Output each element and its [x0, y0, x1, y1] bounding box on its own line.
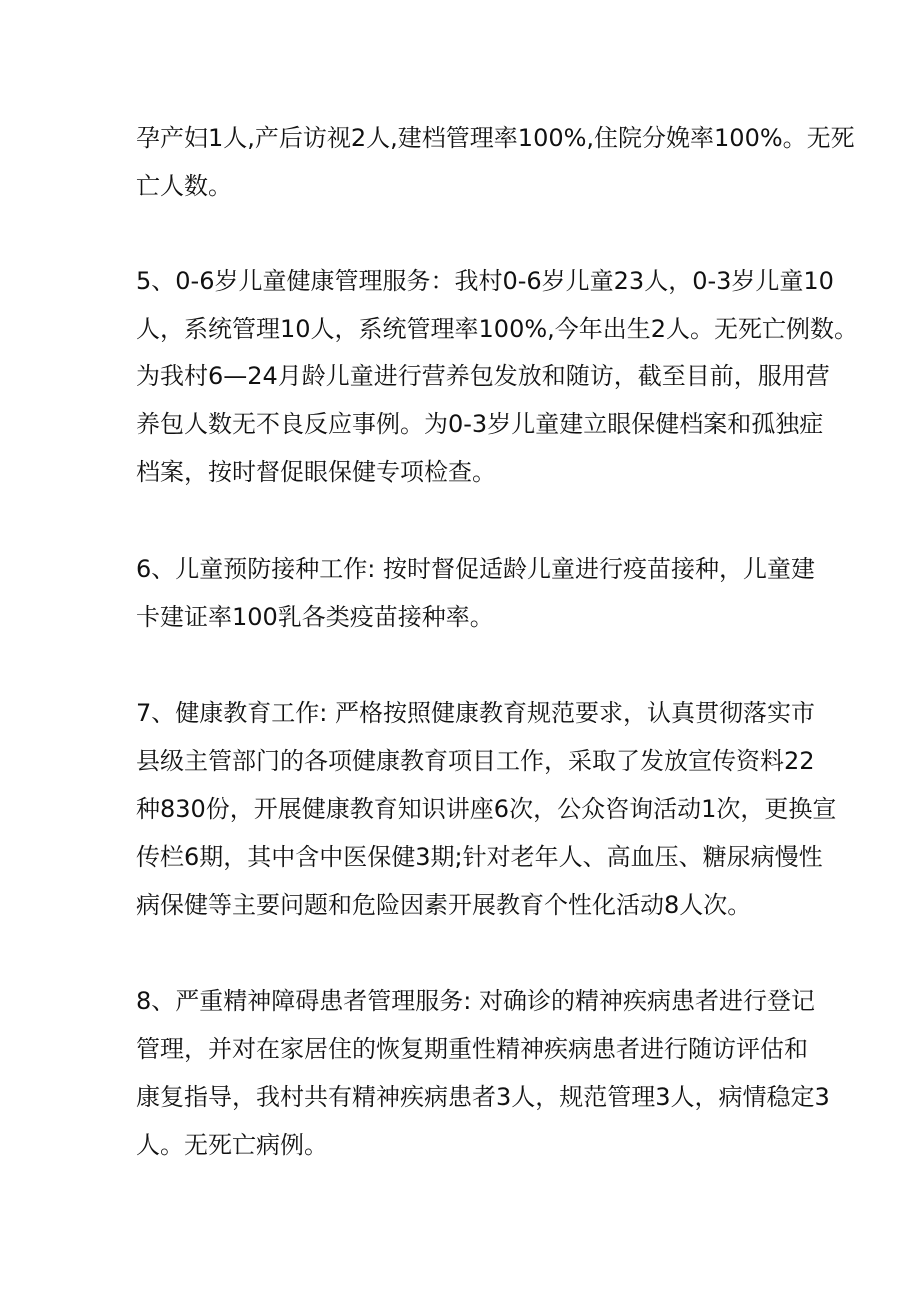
paragraph-5-line-5: 档案，按时督促眼保健专项检查。	[136, 458, 496, 486]
paragraph-7-line-5: 病保健等主要问题和危险因素开展教育个性化活动8人次。	[136, 891, 752, 919]
paragraph-8-line-2: 管理，并对在家居住的恢复期重性精神疾病患者进行随访评估和	[136, 1035, 808, 1063]
paragraph-5-line-1: 5、0-6岁儿童健康管理服务：我村0-6岁儿童23人，0-3岁儿童10	[136, 267, 834, 295]
paragraph-5-line-4: 养包人数无不良反应事例。为0-3岁儿童建立眼保健档案和孤独症	[136, 410, 824, 438]
paragraph-8-line-3: 康复指导，我村共有精神疾病患者3人，规范管理3人，病情稳定3	[136, 1083, 830, 1111]
paragraph-6-line-1: 6、儿童预防接种工作: 按时督促适龄儿童进行疫苗接种，儿童建	[136, 555, 815, 583]
paragraph-6-line-2: 卡建证率100乳各类疫苗接种率。	[136, 603, 494, 631]
paragraph-7-line-1: 7、健康教育工作: 严格按照健康教育规范要求，认真贯彻落实市	[136, 699, 815, 727]
paragraph-7-line-3: 种830份，开展健康教育知识讲座6次，公众咨询活动1次，更换宣	[136, 795, 837, 823]
paragraph-1-line-1: 孕产妇1人,产后访视2人,建档管理率100%,住院分娩率100%。无死	[136, 124, 855, 152]
paragraph-1-line-2: 亡人数。	[136, 172, 232, 200]
paragraph-8-line-4: 人。无死亡病例。	[136, 1131, 328, 1159]
paragraph-7-line-2: 县级主管部门的各项健康教育项目工作，采取了发放宣传资料22	[136, 747, 815, 775]
paragraph-8-line-1: 8、严重精神障碍患者管理服务: 对确诊的精神疾病患者进行登记	[136, 987, 815, 1015]
paragraph-5-line-2: 人，系统管理10人，系统管理率100%,今年出生2人。无死亡例数。	[136, 315, 859, 343]
paragraph-7-line-4: 传栏6期，其中含中医保健3期;针对老年人、高血压、糖尿病慢性	[136, 843, 823, 871]
paragraph-5-line-3: 为我村6—24月龄儿童进行营养包发放和随访，截至目前，服用营	[136, 362, 830, 390]
